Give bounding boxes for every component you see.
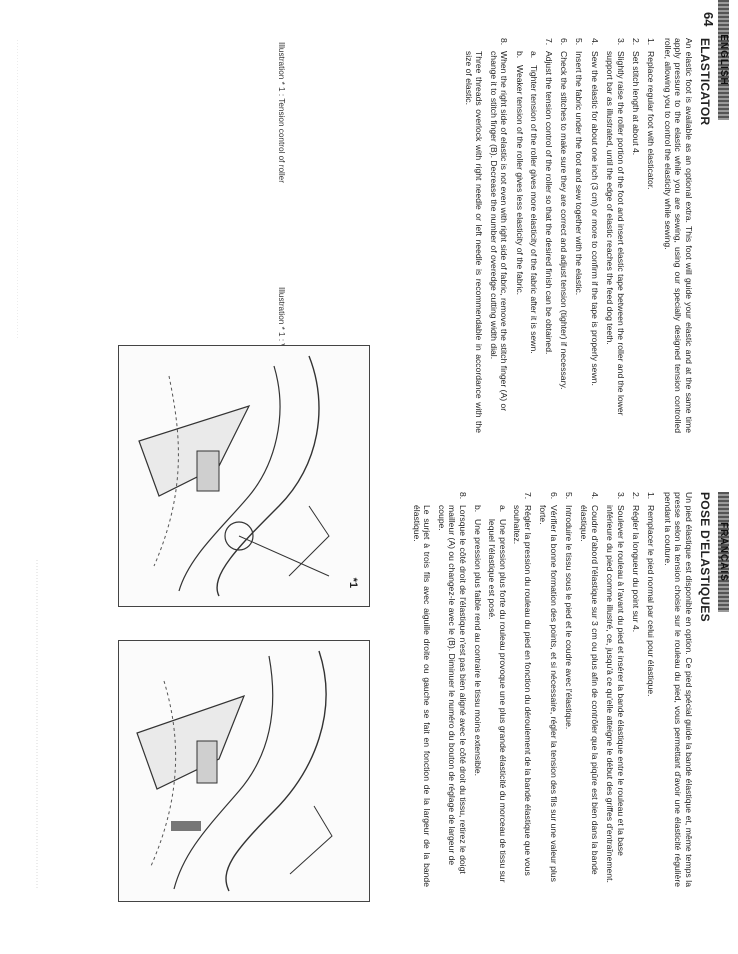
step-text: Replace regular foot with elasticator. bbox=[646, 51, 657, 190]
step-number: 5. bbox=[574, 38, 585, 46]
french-steps bbox=[412, 492, 657, 887]
french-note: Le surjet à trois fils avec aiguille droite ou gauche se fait en fonction de la largeur de la bande élastique. bbox=[412, 505, 433, 887]
list-item bbox=[538, 492, 559, 887]
list-item bbox=[514, 51, 524, 433]
page-number: 64 bbox=[701, 12, 716, 27]
step-text: Slightly raise the roller portion of the foot and insert elastic tape between the roller and the lower support bar as illustrated, until the edge of elastic reaches the feed dog teeth. bbox=[605, 51, 626, 416]
list-item bbox=[487, 505, 508, 887]
step-number: 7. bbox=[543, 38, 554, 46]
elastic-foot-illustration-english bbox=[118, 345, 370, 607]
sub-step-text: Une pression plus forte du rouleau provoque une plus grande élasticité du morceau de tissu sur lequel l'élastique est posé. bbox=[487, 519, 508, 883]
step-number: 3. bbox=[615, 492, 626, 500]
step-text: Régler la pression du rouleau du pied en fonction du déroulement de la bande élastique que vous souhaitez. bbox=[512, 505, 533, 876]
french-section-title: POSE D'ELASTIQUES bbox=[698, 492, 712, 622]
list-item bbox=[464, 38, 510, 433]
step-text: Remplacer le pied normal par celui pour élastique. bbox=[646, 505, 657, 697]
step-text: When the right side of elastic is not even with right side of fabric, remove the stitch finger (A) or change it to stitch finger (B). Decrease the number of overedge cutting width dial. bbox=[488, 51, 510, 412]
step-number: 6. bbox=[548, 492, 559, 500]
step-number: 8. bbox=[499, 38, 510, 46]
step-text: Coudre d'abord l'élastique sur 3 cm ou plus afin de contrôler que la piqûre est bien dans la bande élastique. bbox=[579, 505, 600, 875]
list-item bbox=[574, 38, 584, 433]
english-illustration-caption: Illustration * 1 : Tension control of roller bbox=[277, 42, 286, 183]
list-item bbox=[631, 38, 641, 433]
english-note: Three threads overlock with right needle or left needle is recommendable in accordance with the size of elastic. bbox=[464, 51, 485, 433]
french-language-tab bbox=[718, 492, 729, 612]
step-text: Soulever le rouleau à l'avant du pied et insérer la bande élastique entre le rouleau et la base inférieure du pied comme illustré, ce, jusqu'à ce qu'elle atteigne le début des griffes d'entraînement. bbox=[605, 505, 626, 883]
roller-callout-label: *1 bbox=[347, 577, 359, 588]
step-number: 8. bbox=[457, 492, 468, 500]
list-item bbox=[473, 492, 533, 887]
step-number: 2. bbox=[630, 38, 641, 46]
scan-artifact bbox=[36, 560, 38, 890]
elastic-foot-illustration-french bbox=[118, 640, 370, 902]
list-item bbox=[605, 38, 626, 433]
sub-step-letter: a. bbox=[497, 505, 508, 513]
list-item bbox=[514, 38, 553, 433]
sub-step-text: Tighter tension of the roller gives more elasticity of the fabric after it is sewn. bbox=[529, 65, 540, 354]
list-item bbox=[589, 38, 599, 433]
sub-step-text: Weaker tension of the roller gives less elasticity of the fabric. bbox=[514, 65, 525, 296]
step-text: Vérifier la bonne formation des points, et si nécessaire, régler la tension des fils sur une valeur plus forte. bbox=[538, 505, 559, 882]
step-text: Insert the fabric under the foot and sew together with the elastic. bbox=[574, 51, 585, 296]
step-number: 4. bbox=[589, 492, 600, 500]
step-text: Introduire le tissu sous le pied et le coudre avec l'élastique. bbox=[563, 505, 574, 730]
list-item bbox=[559, 38, 569, 433]
step-number: 2. bbox=[630, 492, 641, 500]
list-item bbox=[646, 492, 656, 887]
step-text: Lorsque le côté droit de l'élastique n'est pas bien aligné avec le côté droit du tissu, retirez le doigt mailleur (A) ou changez-le avec le (B). Diminuer le numéro du bouton de réglage de largeur de coupe. bbox=[436, 505, 468, 874]
step-text: Set stitch length at about 4. bbox=[630, 51, 641, 156]
sub-step-letter: a. bbox=[529, 51, 540, 59]
step-number: 1. bbox=[646, 492, 657, 500]
step-text: Adjust the tension control of the roller so that the desired finish can be obtained. bbox=[543, 51, 554, 355]
list-item bbox=[646, 38, 656, 433]
elastic-foot-drawing bbox=[119, 641, 369, 901]
list-item bbox=[412, 492, 468, 887]
scan-artifact bbox=[17, 40, 18, 340]
english-steps bbox=[464, 38, 657, 433]
step-number: 7. bbox=[522, 492, 533, 500]
list-item bbox=[564, 492, 574, 887]
english-section-title: ELASTICATOR bbox=[698, 38, 712, 126]
french-tab-label: FRANÇAIS bbox=[718, 522, 729, 582]
step-number: 5. bbox=[563, 492, 574, 500]
sub-step-text: Une pression plus faible rend au contraire le tissu moins extensible. bbox=[473, 519, 484, 776]
step-text: Check the stitches to make sure they are correct and adjust tension (tighter) if necessary. bbox=[558, 51, 569, 390]
english-sub-steps bbox=[514, 51, 539, 433]
list-item bbox=[473, 505, 483, 887]
sub-step-letter: b. bbox=[473, 505, 484, 513]
step-number: 4. bbox=[589, 38, 600, 46]
sub-step-letter: b. bbox=[514, 51, 525, 59]
english-column bbox=[458, 38, 710, 433]
step-number: 3. bbox=[615, 38, 626, 46]
english-intro: An elastic foot is available as an optional extra. This foot will guide your elastic and at the same time apply pressure to the elastic while you are sewing, using our specially designed tension controlled roller, allowing you to control the elasticity while sewing. bbox=[662, 38, 694, 433]
french-intro: Un pied élastique est disponible en option. Ce pied spécial guide la bande élastique et, même temps la presse selon la tension choisie sur le rouleau du pied, vous permettant d'avoir une élasticité régulière pendant la couture. bbox=[662, 492, 694, 887]
elastic-foot-drawing bbox=[119, 346, 369, 606]
french-column bbox=[406, 492, 710, 887]
english-tab-label: ENGLISH bbox=[718, 34, 729, 86]
english-language-tab bbox=[718, 0, 729, 120]
step-number: 1. bbox=[646, 38, 657, 46]
list-item bbox=[529, 51, 539, 433]
step-text: Sew the elastic for about one inch (3 cm) or more to confirm if the tape is properly sewn. bbox=[589, 51, 600, 386]
french-sub-steps bbox=[473, 505, 508, 887]
list-item bbox=[631, 492, 641, 887]
list-item bbox=[605, 492, 626, 887]
list-item bbox=[579, 492, 600, 887]
step-text: Régler la longueur du point sur 4. bbox=[630, 505, 641, 633]
step-number: 6. bbox=[558, 38, 569, 46]
